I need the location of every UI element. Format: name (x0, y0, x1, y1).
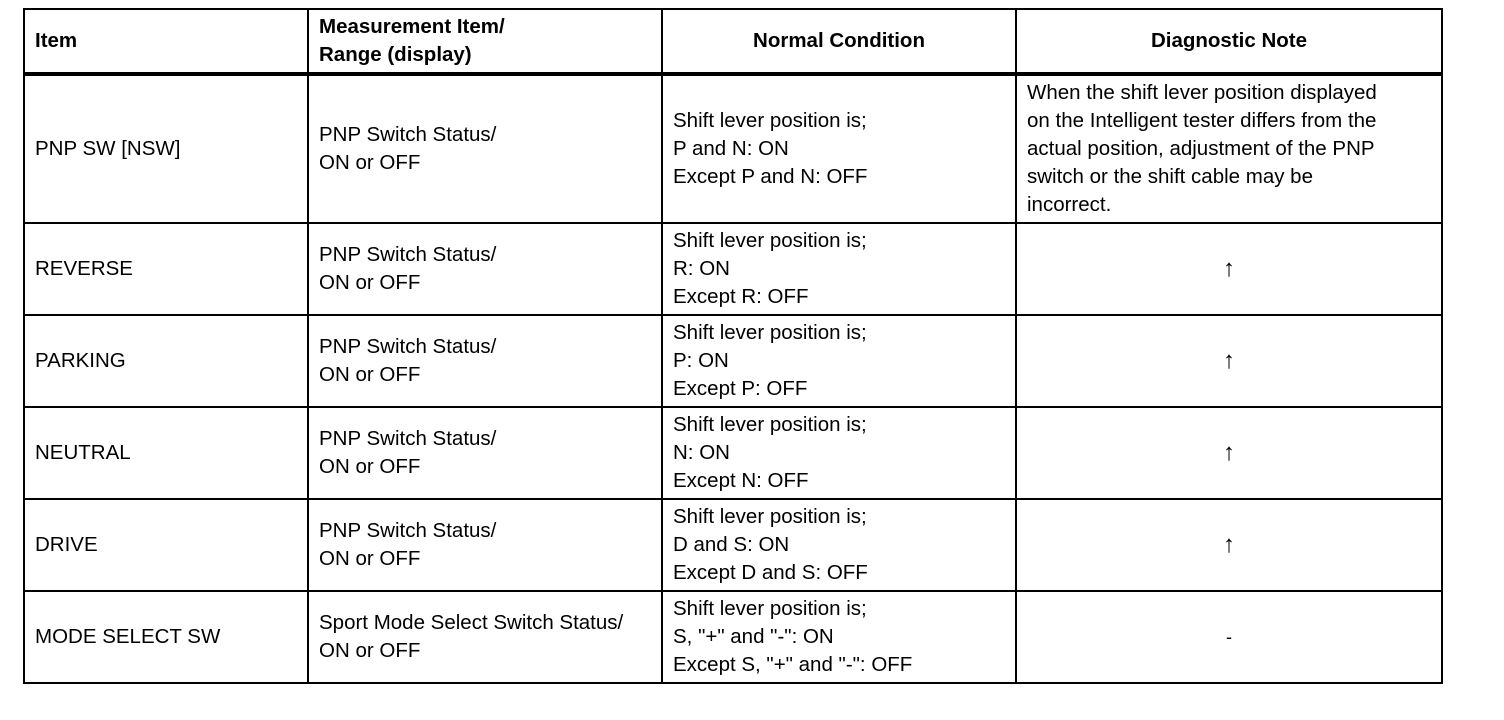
up-arrow-icon: ↑ (1223, 530, 1235, 558)
condition-line: Shift lever position is; (673, 321, 867, 344)
diagnostic-note-cell (1016, 499, 1442, 591)
condition-line: Except P and N: OFF (673, 165, 868, 188)
header-diagnostic-note: Diagnostic Note (1016, 9, 1442, 74)
item-cell: NEUTRAL (24, 407, 308, 499)
table-row (24, 223, 1442, 315)
note-line: switch or the shift cable may be (1027, 165, 1313, 188)
measurement-cell (308, 223, 662, 315)
header-normal-condition: Normal Condition (662, 9, 1016, 74)
measurement-line: PNP Switch Status/ (319, 123, 497, 146)
measurement-line: ON or OFF (319, 363, 421, 386)
condition-line: P: ON (673, 349, 729, 372)
header-row (24, 9, 1442, 74)
measurement-cell (308, 407, 662, 499)
condition-line: R: ON (673, 257, 730, 280)
normal-condition-cell (662, 223, 1016, 315)
header-measurement-line2: Range (display) (319, 43, 472, 66)
measurement-cell (308, 315, 662, 407)
measurement-cell (308, 499, 662, 591)
condition-line: Except P: OFF (673, 377, 808, 400)
condition-line: Except D and S: OFF (673, 561, 868, 584)
up-arrow-icon: ↑ (1223, 254, 1235, 282)
measurement-line: ON or OFF (319, 151, 421, 174)
up-arrow-icon: ↑ (1223, 346, 1235, 374)
condition-line: D and S: ON (673, 533, 790, 556)
diagnostic-note-cell (1016, 223, 1442, 315)
condition-line: Shift lever position is; (673, 229, 867, 252)
measurement-line: PNP Switch Status/ (319, 427, 497, 450)
up-arrow-icon: ↑ (1223, 438, 1235, 466)
normal-condition-cell (662, 591, 1016, 683)
normal-condition-cell (662, 315, 1016, 407)
note-line: on the Intelligent tester differs from the (1027, 109, 1377, 132)
table-row (24, 499, 1442, 591)
condition-line: Except S, "+" and "-": OFF (673, 653, 913, 676)
condition-line: Shift lever position is; (673, 413, 867, 436)
condition-line: P and N: ON (673, 137, 789, 160)
measurement-cell (308, 74, 662, 223)
measurement-line: PNP Switch Status/ (319, 243, 497, 266)
measurement-cell (308, 591, 662, 683)
measurement-line: ON or OFF (319, 639, 421, 662)
condition-line: Shift lever position is; (673, 505, 867, 528)
note-line: When the shift lever position displayed (1027, 81, 1377, 104)
note-dash: - (1226, 627, 1232, 647)
measurement-line: ON or OFF (319, 271, 421, 294)
diagnostic-note-cell (1016, 407, 1442, 499)
measurement-line: Sport Mode Select Switch Status/ (319, 611, 624, 634)
item-cell: PARKING (24, 315, 308, 407)
normal-condition-cell (662, 407, 1016, 499)
measurement-line: PNP Switch Status/ (319, 519, 497, 542)
item-cell: PNP SW [NSW] (24, 74, 308, 223)
measurement-line: ON or OFF (319, 455, 421, 478)
condition-line: Except N: OFF (673, 469, 809, 492)
condition-line: N: ON (673, 441, 730, 464)
header-measurement-line1: Measurement Item/ (319, 15, 505, 38)
note-line: actual position, adjustment of the PNP (1027, 137, 1375, 160)
item-cell: MODE SELECT SW (24, 591, 308, 683)
normal-condition-cell (662, 74, 1016, 223)
condition-line: S, "+" and "-": ON (673, 625, 834, 648)
header-measurement (308, 9, 662, 74)
item-cell: REVERSE (24, 223, 308, 315)
table-row (24, 591, 1442, 683)
condition-line: Shift lever position is; (673, 109, 867, 132)
condition-line: Shift lever position is; (673, 597, 867, 620)
diagnostic-note-cell (1016, 74, 1442, 223)
table-row (24, 407, 1442, 499)
note-line: incorrect. (1027, 193, 1112, 216)
table-row (24, 74, 1442, 223)
diagnostic-note-cell (1016, 315, 1442, 407)
table-row (24, 315, 1442, 407)
diagnostic-note-cell (1016, 591, 1442, 683)
measurement-line: ON or OFF (319, 547, 421, 570)
item-cell: DRIVE (24, 499, 308, 591)
condition-line: Except R: OFF (673, 285, 809, 308)
diagnostic-table (23, 8, 1443, 684)
header-item: Item (24, 9, 308, 74)
measurement-line: PNP Switch Status/ (319, 335, 497, 358)
normal-condition-cell (662, 499, 1016, 591)
